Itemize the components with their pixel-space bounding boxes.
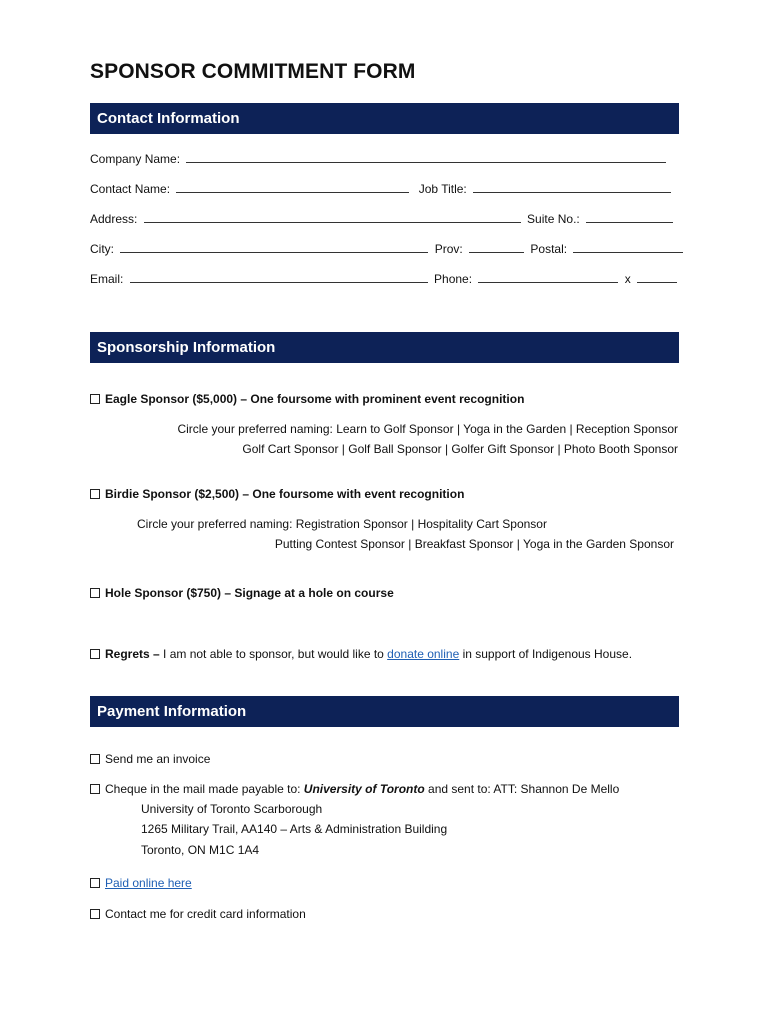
- regrets-text-after: in support of Indigenous House.: [459, 647, 633, 661]
- paid-online-checkbox[interactable]: [90, 878, 100, 888]
- mailing-address-line3: Toronto, ON M1C 1A4: [141, 843, 260, 857]
- eagle-naming-line2: Golf Cart Sponsor | Golf Ball Sponsor | Golfer Gift Sponsor | Photo Booth Sponsor: [242, 442, 678, 456]
- cheque-payee: University of Toronto: [303, 782, 425, 796]
- hole-sponsor-option[interactable]: [90, 585, 394, 601]
- invoice-label: Send me an invoice: [105, 752, 211, 766]
- paid-online-option[interactable]: [90, 875, 192, 891]
- company-row: [90, 151, 669, 167]
- phone-field[interactable]: [478, 271, 618, 283]
- birdie-naming-line2: Putting Contest Sponsor | Breakfast Sponsor | Yoga in the Garden Sponsor: [274, 537, 674, 551]
- contact-name-label: Contact Name:: [90, 182, 171, 196]
- payment-section-header: Payment Information: [90, 696, 679, 727]
- postal-label: Postal:: [530, 242, 568, 256]
- cheque-option[interactable]: [90, 781, 619, 797]
- paid-online-link[interactable]: Paid online here: [105, 876, 192, 890]
- mailing-address-line1: University of Toronto Scarborough: [141, 802, 323, 816]
- address-row: [90, 211, 676, 227]
- donate-online-link[interactable]: donate online: [387, 647, 460, 661]
- credit-card-label: Contact me for credit card information: [105, 907, 306, 921]
- contact-section-header: Contact Information: [90, 103, 679, 134]
- regrets-option[interactable]: [90, 646, 632, 662]
- page-title: SPONSOR COMMITMENT FORM: [90, 60, 416, 83]
- city-row: [90, 241, 686, 257]
- cheque-checkbox[interactable]: [90, 784, 100, 794]
- eagle-label: Eagle Sponsor ($5,000) – One foursome with prominent event recognition: [105, 392, 525, 406]
- ext-field[interactable]: [637, 271, 677, 283]
- eagle-checkbox[interactable]: [90, 394, 100, 404]
- birdie-checkbox[interactable]: [90, 489, 100, 499]
- email-label: Email:: [90, 272, 124, 286]
- city-label: City:: [90, 242, 114, 256]
- cheque-prefix: Cheque in the mail made payable to:: [105, 782, 304, 796]
- regrets-text: I am not able to sponsor, but would like to: [159, 647, 388, 661]
- birdie-label: Birdie Sponsor ($2,500) – One foursome with event recognition: [105, 487, 465, 501]
- email-row: [90, 271, 680, 287]
- invoice-option[interactable]: [90, 751, 210, 767]
- city-field[interactable]: [120, 241, 428, 253]
- credit-card-checkbox[interactable]: [90, 909, 100, 919]
- prov-label: Prov:: [434, 242, 463, 256]
- hole-label: Hole Sponsor ($750) – Signage at a hole on course: [105, 586, 394, 600]
- contact-row: [90, 181, 674, 197]
- regrets-checkbox[interactable]: [90, 649, 100, 659]
- job-title-field[interactable]: [473, 181, 671, 193]
- hole-checkbox[interactable]: [90, 588, 100, 598]
- mailing-address-line2: 1265 Military Trail, AA140 – Arts & Administration Building: [141, 822, 448, 836]
- invoice-checkbox[interactable]: [90, 754, 100, 764]
- address-label: Address:: [90, 212, 138, 226]
- eagle-sponsor-option[interactable]: [90, 391, 524, 407]
- birdie-naming-line1: Circle your preferred naming: Registration Sponsor | Hospitality Cart Sponsor: [137, 517, 547, 531]
- eagle-naming-line1: Circle your preferred naming: Learn to Golf Sponsor | Yoga in the Garden | Reception Sponsor: [177, 422, 678, 436]
- contact-name-field[interactable]: [176, 181, 409, 193]
- regrets-bold: Regrets –: [105, 647, 160, 661]
- email-field[interactable]: [130, 271, 428, 283]
- cheque-suffix: and sent to: ATT: Shannon De Mello: [424, 782, 620, 796]
- birdie-sponsor-option[interactable]: [90, 486, 464, 502]
- company-field[interactable]: [186, 151, 666, 163]
- suite-label: Suite No.:: [527, 212, 580, 226]
- job-title-label: Job Title:: [418, 182, 467, 196]
- address-field[interactable]: [144, 211, 521, 223]
- company-label: Company Name:: [90, 152, 181, 166]
- suite-field[interactable]: [586, 211, 673, 223]
- postal-field[interactable]: [573, 241, 683, 253]
- credit-card-option[interactable]: [90, 906, 306, 922]
- sponsorship-section-header: Sponsorship Information: [90, 332, 679, 363]
- phone-label: Phone:: [434, 272, 473, 286]
- ext-label: x: [624, 272, 631, 286]
- prov-field[interactable]: [469, 241, 524, 253]
